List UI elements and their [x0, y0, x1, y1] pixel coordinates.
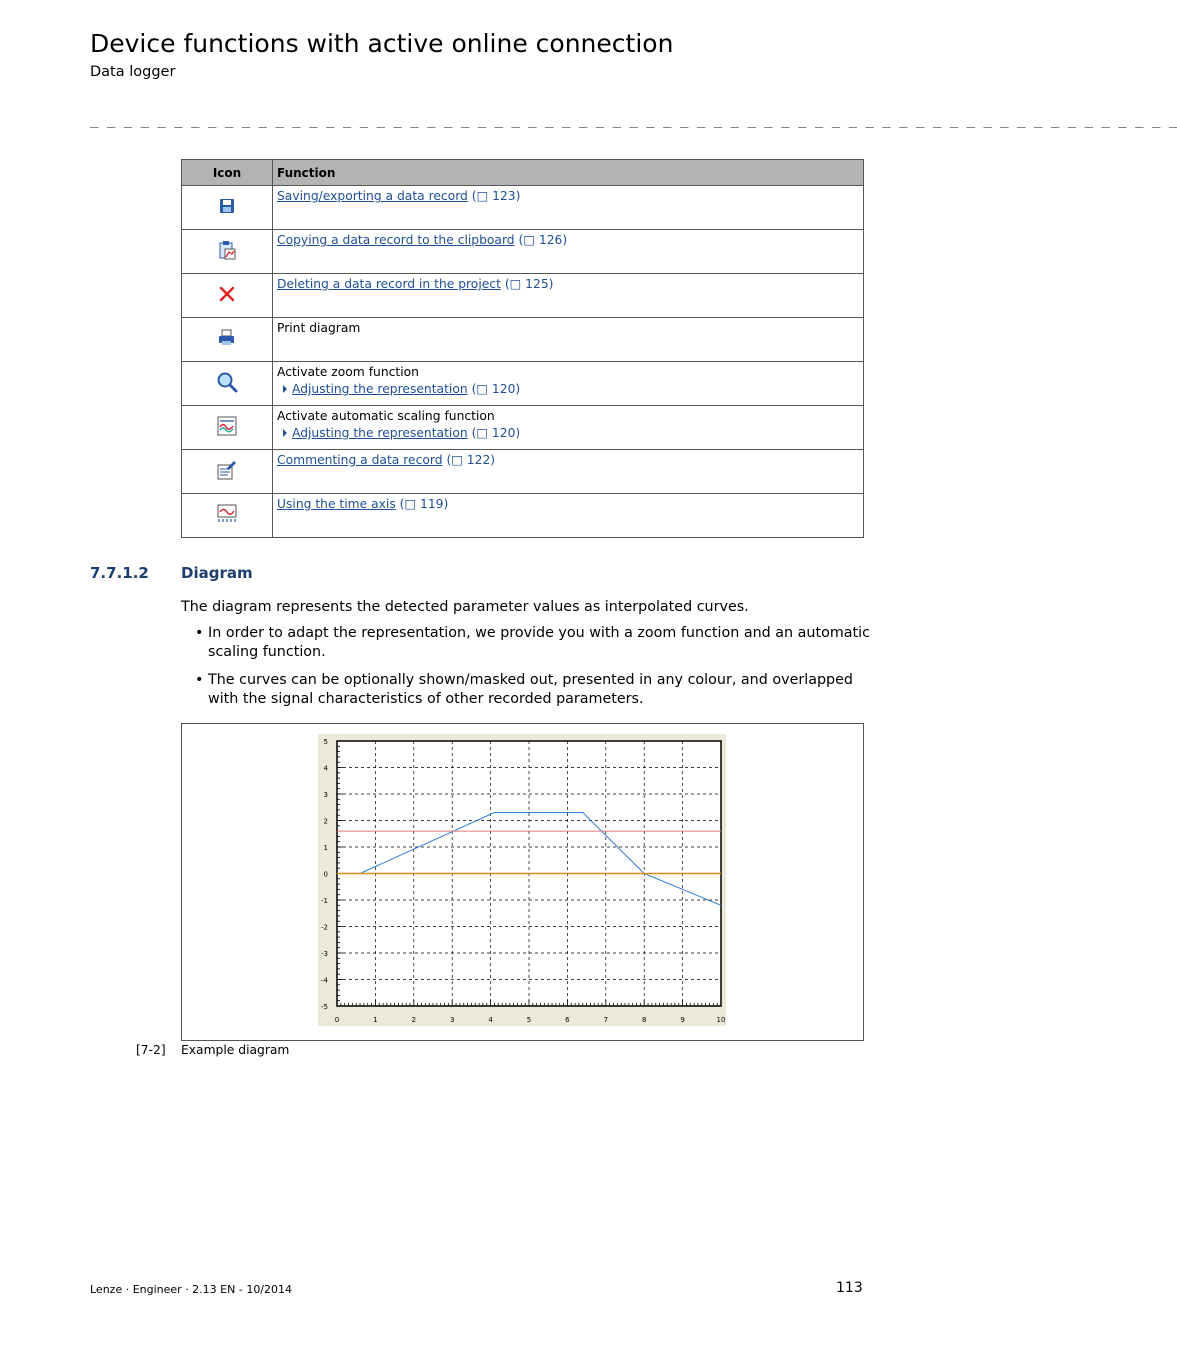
section-title: Diagram	[181, 564, 253, 582]
table-row: Commenting a data record (□ 122)	[182, 450, 864, 494]
figure-number: [7-2]	[136, 1043, 166, 1057]
zoom-icon	[216, 371, 238, 393]
figure-caption: Example diagram	[181, 1043, 290, 1057]
column-header-function: Function	[273, 160, 864, 186]
list-item: • In order to adapt the representation, we provide you with a zoom function and an automatic scaling function.	[181, 624, 871, 662]
bullet-list	[181, 624, 871, 718]
table-row: Activate automatic scaling function Adjusting the representation (□ 120)	[182, 406, 864, 450]
y-tick-label: -3	[321, 950, 328, 958]
y-tick-label: 3	[323, 791, 328, 799]
table-row: Saving/exporting a data record (□ 123)	[182, 186, 864, 230]
y-tick-label: -4	[321, 976, 328, 985]
link-commenting-record[interactable]: Commenting a data record	[277, 453, 443, 467]
link-saving-exporting[interactable]: Saving/exporting a data record	[277, 189, 468, 203]
table-row: Deleting a data record in the project (□ 125)	[182, 274, 864, 318]
x-tick-label: 3	[449, 1016, 455, 1024]
link-adjusting-representation[interactable]: Adjusting the representation	[292, 382, 468, 396]
page-ref: 125	[525, 277, 549, 291]
x-tick-label: 4	[488, 1016, 493, 1024]
link-adjusting-representation[interactable]: Adjusting the representation	[292, 426, 468, 440]
arrow-icon	[283, 385, 287, 393]
section-intro: The diagram represents the detected parameter values as interpolated curves.	[181, 599, 749, 615]
page-ref: 122	[466, 453, 491, 467]
autoscale-function-label: Activate automatic scaling function	[277, 409, 495, 423]
page-ref: 123	[492, 189, 516, 203]
delete-icon	[218, 285, 236, 303]
y-tick-label: 1	[323, 844, 328, 852]
table-header-row	[182, 160, 864, 186]
x-tick-label: 1	[373, 1016, 378, 1024]
link-time-axis[interactable]: Using the time axis	[277, 497, 396, 511]
link-deleting-record[interactable]: Deleting a data record in the project	[277, 277, 501, 291]
arrow-icon	[283, 429, 287, 437]
page-ref: 120	[491, 382, 516, 396]
function-table	[181, 159, 864, 538]
page-subtitle: Data logger	[90, 64, 176, 80]
list-item: • The curves can be optionally shown/masked out, presented in any colour, and overlapped with the signal characteristics of other recorded parameters.	[181, 671, 871, 709]
x-tick-label: 10	[716, 1016, 726, 1024]
book-icon: □	[523, 233, 535, 247]
y-tick-label: 2	[323, 817, 328, 826]
y-tick-label: 0	[323, 870, 328, 879]
table-row: Using the time axis (□ 119)	[182, 494, 864, 538]
time-axis-icon	[217, 504, 237, 524]
x-tick-label: 6	[565, 1016, 570, 1024]
y-tick-label: -5	[321, 1003, 328, 1011]
page-ref: 119	[420, 497, 444, 511]
save-icon	[218, 197, 236, 215]
autoscale-icon	[217, 416, 237, 436]
x-tick-label: 0	[334, 1016, 340, 1024]
x-tick-label: 7	[603, 1016, 609, 1024]
table-row: Copying a data record to the clipboard (□ 126)	[182, 230, 864, 274]
book-icon: □	[476, 382, 488, 396]
print-diagram-label: Print diagram	[277, 321, 361, 335]
y-tick-label: 4	[323, 764, 328, 773]
link-copying-clipboard[interactable]: Copying a data record to the clipboard	[277, 233, 515, 247]
table-row: Activate zoom function Adjusting the representation (□ 120)	[182, 362, 864, 406]
book-icon: □	[476, 189, 489, 203]
page-ref: 120	[491, 426, 516, 440]
x-tick-label: 5	[526, 1016, 532, 1024]
y-tick-label: -2	[321, 923, 328, 932]
page-ref: 126	[538, 233, 563, 247]
header-divider: _ _ _ _ _ _ _ _ _ _ _ _ _ _ _ _ _ _ _ _ _ _ _ _ _ _ _ _ _ _ _ _ _ _ _ _ _ _ _ _ _ _ _ _ _ _ _ _ _ _ _ _ _ _ _ _ _ _ _ _ _ _ _ _ _	[90, 112, 1177, 128]
page-number: 113	[836, 1280, 863, 1296]
book-icon: □	[476, 426, 488, 440]
book-icon: □	[404, 497, 417, 511]
y-tick-label: -1	[321, 897, 328, 905]
x-tick-label: 8	[641, 1016, 647, 1024]
zoom-function-label: Activate zoom function	[277, 365, 419, 379]
y-tick-label: 5	[323, 738, 328, 746]
book-icon: □	[509, 277, 522, 291]
comment-icon	[217, 460, 237, 480]
clipboard-icon	[217, 240, 237, 260]
example-diagram-chart	[318, 734, 726, 1026]
table-row	[182, 318, 864, 362]
section-number: 7.7.1.2	[90, 564, 149, 582]
column-header-icon: Icon	[182, 160, 273, 186]
x-tick-label: 2	[411, 1016, 417, 1024]
x-tick-label: 9	[680, 1016, 685, 1024]
book-icon: □	[451, 453, 463, 467]
footer-publication: Lenze · Engineer · 2.13 EN - 10/2014	[90, 1283, 293, 1296]
page-title: Device functions with active online connection	[90, 29, 674, 58]
print-icon	[217, 329, 237, 347]
